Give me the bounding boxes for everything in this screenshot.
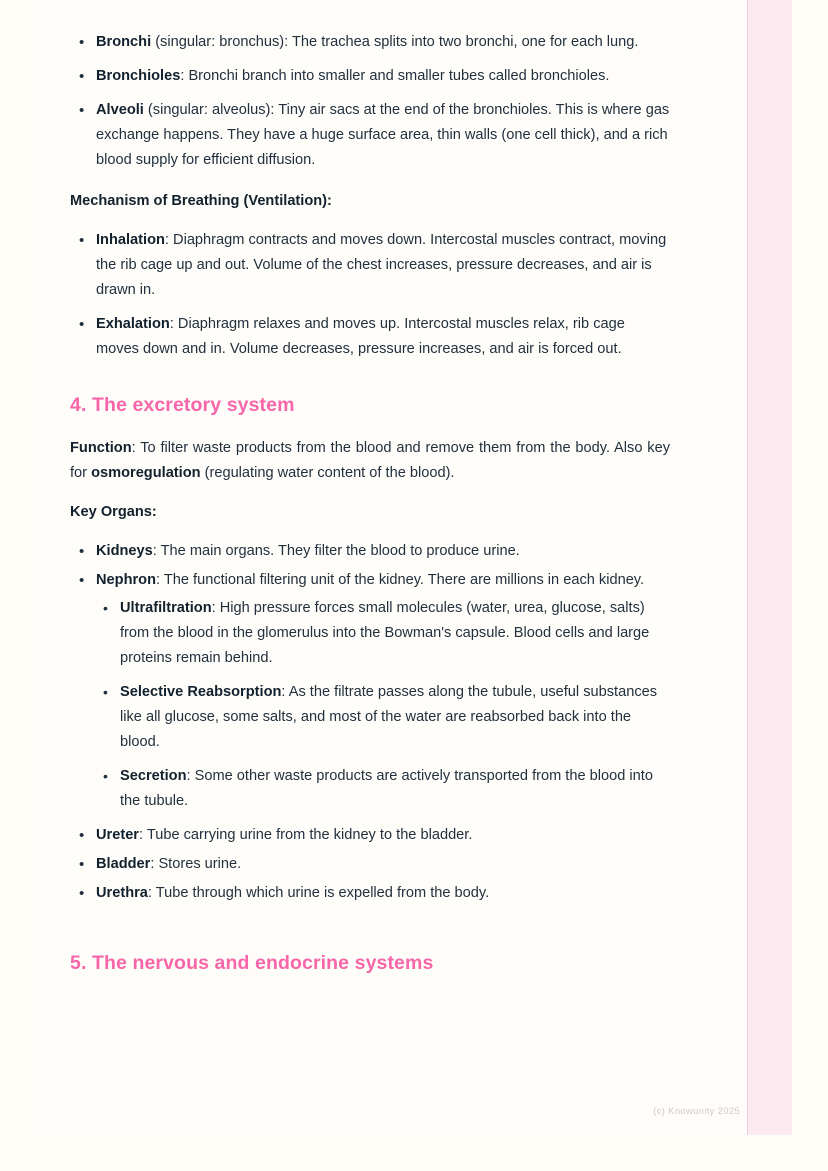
list-item — [70, 823, 670, 848]
mechanism-list — [70, 228, 670, 362]
list-item — [70, 539, 670, 564]
list-item-term: Ultrafiltration — [120, 600, 212, 616]
list-item — [96, 596, 670, 671]
paper-sheet — [36, 0, 792, 1135]
list-item-text: : Stores urine. — [150, 856, 242, 872]
list-item — [70, 30, 670, 55]
list-item — [70, 228, 670, 303]
list-item-text: (singular: alveolus): Tiny air sacs at the end of the bronchioles. This is where gas exchange happens. They have a huge surface area, thin walls (one cell thick), and a rich blood supply for efficient diffusion. — [96, 102, 670, 168]
function-emphasis: osmoregulation — [91, 465, 201, 481]
document-content — [70, 30, 670, 994]
list-item-term: Kidneys — [96, 543, 153, 559]
list-item — [70, 64, 670, 89]
excretory-function-paragraph — [70, 436, 670, 486]
page-edge-decoration — [748, 0, 792, 1135]
function-text-2: (regulating water content of the blood). — [200, 465, 455, 481]
section-title-excretory: 4. The excretory system — [70, 394, 295, 416]
list-item — [70, 881, 670, 906]
list-item-term: Bronchi — [96, 34, 152, 50]
list-item-term: Inhalation — [96, 232, 165, 248]
list-item-term: Ureter — [96, 827, 139, 843]
list-item — [96, 764, 670, 814]
watermark: (c) Knowunity 2025 — [653, 1106, 740, 1117]
list-item — [70, 852, 670, 877]
list-item-term: Secretion — [120, 768, 187, 784]
list-item-term: Exhalation — [96, 316, 170, 332]
list-item-text: : Tube carrying urine from the kidney to the bladder. — [139, 827, 473, 843]
list-item — [70, 312, 670, 362]
list-item-text: : High pressure forces small molecules (water, urea, glucose, salts) from the blood in the glomerulus into the Bowman's capsule. Blood cells and large proteins remain behind. — [120, 600, 650, 666]
list-item — [96, 680, 670, 755]
list-item-term: Urethra — [96, 885, 148, 901]
mechanism-heading: Mechanism of Breathing (Ventilation): — [70, 193, 332, 209]
list-item-text: (singular: bronchus): The trachea splits into two bronchi, one for each lung. — [151, 34, 639, 50]
function-text-1: : To filter waste products from the blood and remove them from the body. Also key for — [70, 440, 670, 481]
list-item-term: Bronchioles — [96, 68, 181, 84]
list-item-term: Alveoli — [96, 102, 144, 118]
list-item — [70, 98, 670, 173]
list-item-text: : The main organs. They filter the blood to produce urine. — [152, 543, 520, 559]
key-organs-list — [70, 539, 670, 906]
function-label: Function — [70, 440, 132, 456]
list-item-term: Bladder — [96, 856, 151, 872]
section-title-nervous: 5. The nervous and endocrine systems — [70, 952, 434, 974]
list-item-text: : As the filtrate passes along the tubule, useful substances like all glucose, some salts, and most of the water are reabsorbed back into the blood. — [120, 684, 658, 750]
list-item-text: : The functional filtering unit of the kidney. There are millions in each kidney. — [156, 572, 645, 588]
page-edge-divider — [747, 0, 748, 1135]
respiratory-parts-list — [70, 30, 670, 173]
list-item-text: : Diaphragm contracts and moves down. Intercostal muscles contract, moving the rib cage up and out. Volume of the chest increases, pressure decreases, and air is drawn in. — [96, 232, 667, 298]
list-item-term: Nephron — [96, 572, 156, 588]
nephron-sublist — [96, 596, 670, 814]
key-organs-heading: Key Organs: — [70, 504, 157, 520]
list-item-text: : Bronchi branch into smaller and smaller tubes called bronchioles. — [180, 68, 610, 84]
list-item-text: : Tube through which urine is expelled from the body. — [147, 885, 490, 901]
list-item-term: Selective Reabsorption — [120, 684, 282, 700]
list-item-text: : Some other waste products are actively transported from the blood into the tubule. — [120, 768, 653, 809]
list-item — [70, 568, 670, 814]
list-item-text: : Diaphragm relaxes and moves up. Intercostal muscles relax, rib cage moves down and in. Volume decreases, pressure increases, and air is forced out. — [96, 316, 625, 357]
